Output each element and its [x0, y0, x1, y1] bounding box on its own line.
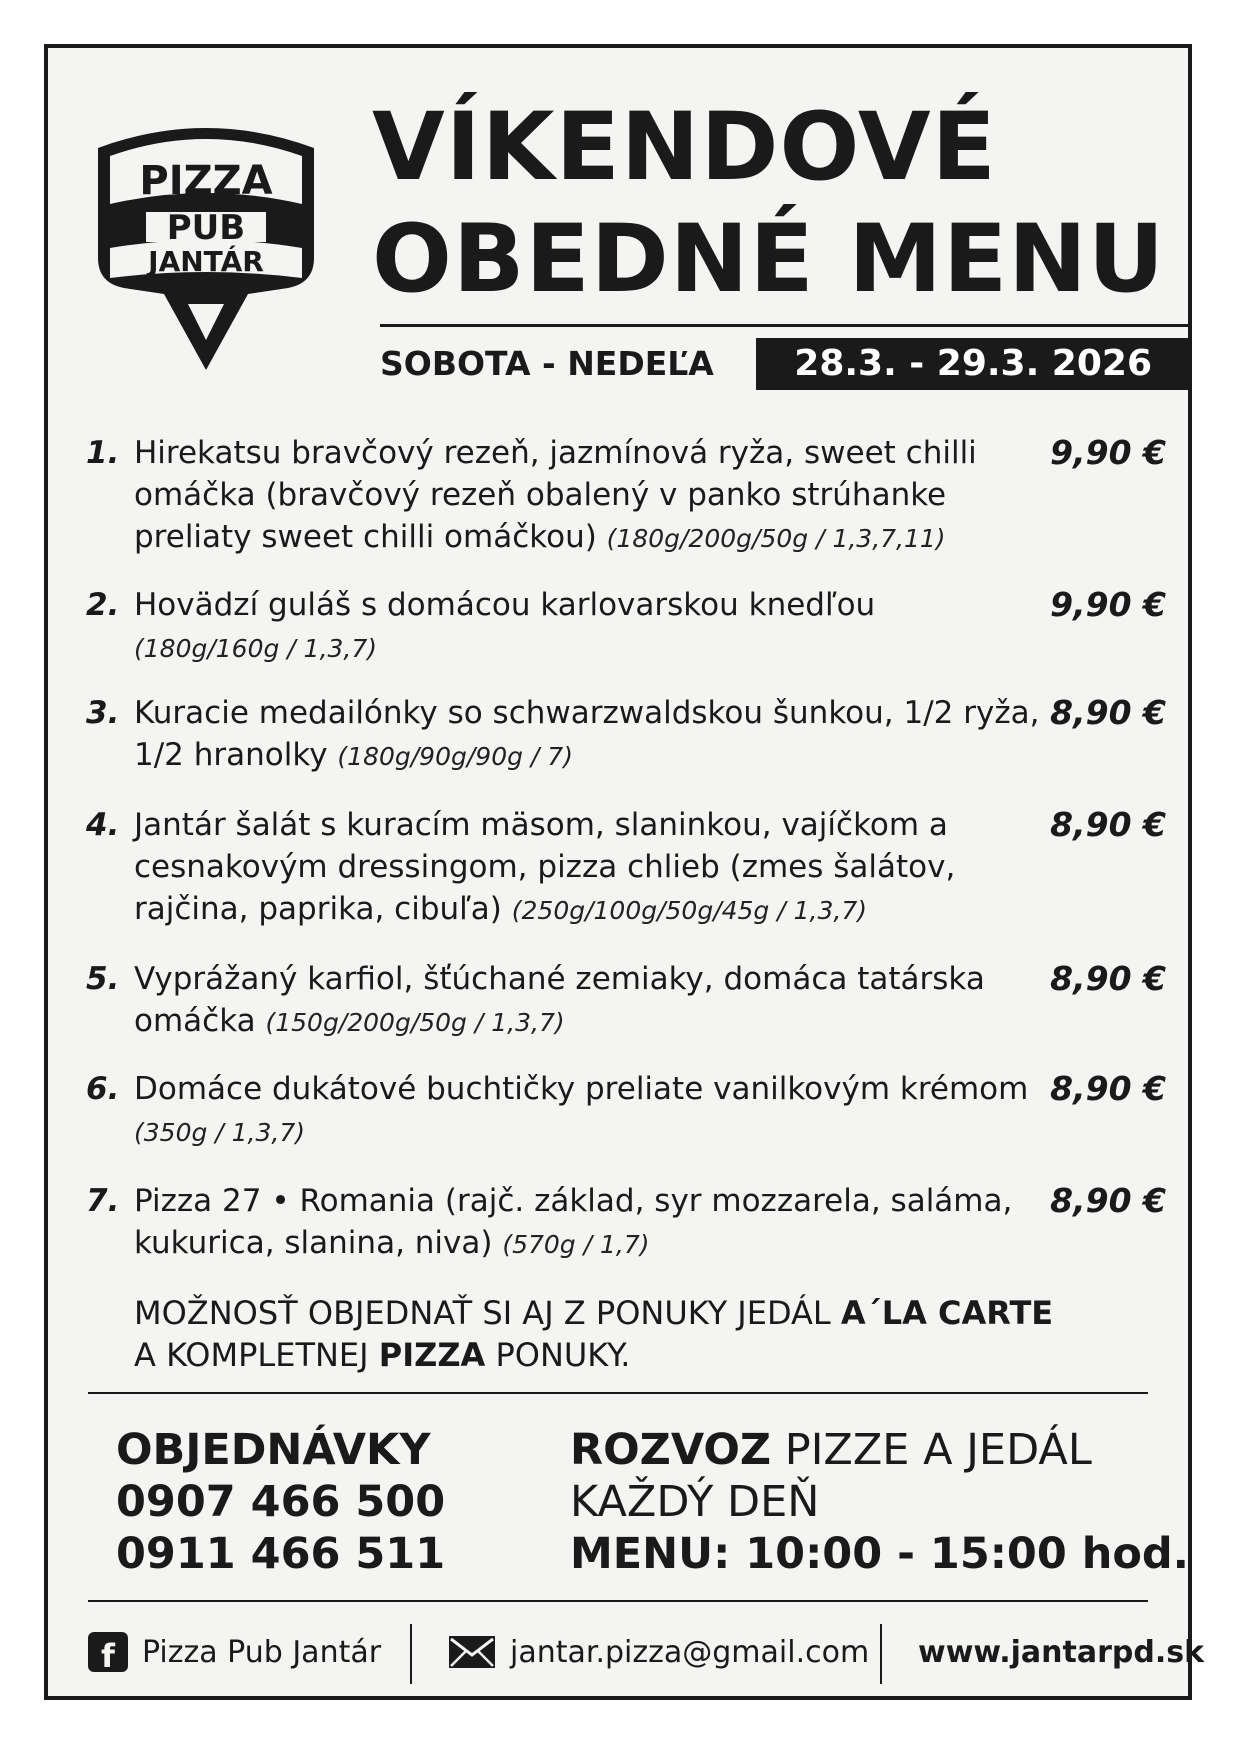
email-label: jantar.pizza@gmail.com: [510, 1634, 870, 1670]
item-weight: (350g / 1,3,7): [134, 1118, 306, 1147]
item-text: Domáce dukátové buchtičky preliate vanilkovým krémom: [134, 1071, 1029, 1107]
divider: [88, 1600, 1148, 1602]
item-number: 7.: [86, 1183, 120, 1219]
delivery-line2: KAŽDÝ DEŇ: [570, 1477, 820, 1527]
item-price: 8,90 €: [1050, 693, 1166, 732]
item-price: 8,90 €: [1050, 1069, 1166, 1108]
email-link[interactable]: [448, 1620, 869, 1684]
pizza-pub-jantar-logo: [88, 108, 324, 374]
delivery-hours: MENU: 10:00 - 15:00 hod.: [570, 1529, 1190, 1579]
item-price: 9,90 €: [1050, 585, 1166, 624]
phone-1[interactable]: 0907 466 500: [116, 1477, 446, 1527]
item-number: 5.: [86, 961, 120, 997]
note-bold-pizza: PIZZA: [378, 1336, 486, 1374]
page-title: [372, 92, 1165, 316]
date-range: 28.3. - 29.3. 2026: [756, 338, 1192, 390]
item-price: 8,90 €: [1050, 959, 1166, 998]
facebook-label: Pizza Pub Jantár: [142, 1634, 382, 1670]
item-description: [134, 432, 1064, 560]
footer-separator: [880, 1624, 882, 1684]
title-line1: VÍKENDOVÉ: [372, 93, 997, 202]
item-weight: (180g/160g / 1,3,7): [134, 634, 378, 663]
orders-label: OBJEDNÁVKY: [116, 1425, 431, 1475]
item-text: Kuracie medailónky so schwarzwaldskou šunkou, 1/2 ryža, 1/2 hranolky: [134, 695, 1040, 773]
item-text: Pizza 27 • Romania (rajč. základ, syr mozzarela, saláma, kukurica, slanina, niva): [134, 1183, 1013, 1261]
item-number: 6.: [86, 1071, 120, 1107]
item-description: [134, 958, 1064, 1044]
days-label: SOBOTA - NEDEĽA: [380, 344, 714, 383]
logo-line2: PUB: [166, 208, 246, 248]
item-description: [134, 804, 1064, 932]
item-number: 4.: [86, 807, 120, 843]
envelope-icon: [448, 1635, 496, 1669]
title-line2: OBEDNÉ MENU: [372, 205, 1166, 314]
item-number: 1.: [86, 435, 120, 471]
logo-line3: JANTÁR: [148, 245, 264, 278]
facebook-link[interactable]: [88, 1620, 381, 1684]
note-bold-a-la-carte: A´LA CARTE: [840, 1294, 1054, 1332]
phone-2[interactable]: 0911 466 511: [116, 1529, 446, 1579]
footer-separator: [410, 1624, 412, 1684]
item-text: Hovädzí guláš s domácou karlovarskou knedľou: [134, 587, 876, 623]
divider: [88, 1392, 1148, 1394]
item-number: 2.: [86, 587, 120, 623]
item-description: [134, 1180, 1064, 1266]
delivery-block: ROZVOZ PIZZE A JEDÁL KAŽDÝ DEŇ MENU: 10:00 - 15:00 hod.: [570, 1425, 1190, 1579]
website-link[interactable]: www.jantarpd.sk: [918, 1634, 1205, 1670]
item-weight: (180g/90g/90g / 7): [337, 742, 573, 771]
item-description: [134, 584, 1064, 670]
item-weight: (570g / 1,7): [502, 1230, 650, 1259]
item-text: Jantár šalát s kuracím mäsom, slaninkou, vajíčkom a cesnakovým dressingom, pizza chlieb (zmes šalátov, rajčina, paprika, cibuľa): [134, 807, 956, 927]
delivery-bold: ROZVOZ: [570, 1425, 772, 1475]
item-description: [134, 692, 1064, 778]
a-la-carte-note: MOŽNOSŤ OBJEDNAŤ SI AJ Z PONUKY JEDÁL A´LA CARTE A KOMPLETNEJ PIZZA PONUKY.: [134, 1294, 1054, 1374]
item-number: 3.: [86, 695, 120, 731]
orders-block: [116, 1424, 445, 1580]
item-text: Vyprážaný karfiol, šťúchané zemiaky, domáca tatárska omáčka: [134, 961, 985, 1039]
item-description: [134, 1068, 1064, 1154]
item-price: 8,90 €: [1050, 1181, 1166, 1220]
facebook-icon: f: [88, 1632, 128, 1672]
item-text: Hirekatsu bravčový rezeň, jazmínová ryža, sweet chilli omáčka (bravčový rezeň obalený v panko strúhanke preliaty sweet chilli omáčkou): [134, 435, 977, 555]
item-price: 8,90 €: [1050, 805, 1166, 844]
item-weight: (150g/200g/50g / 1,3,7): [265, 1008, 565, 1037]
footer: [88, 1620, 1205, 1684]
item-weight: (180g/200g/50g / 1,3,7,11): [606, 524, 946, 553]
header-divider: [380, 324, 1192, 327]
logo-line1: PIZZA: [139, 158, 273, 204]
item-price: 9,90 €: [1050, 433, 1166, 472]
item-weight: (250g/100g/50g/45g / 1,3,7): [511, 896, 867, 925]
